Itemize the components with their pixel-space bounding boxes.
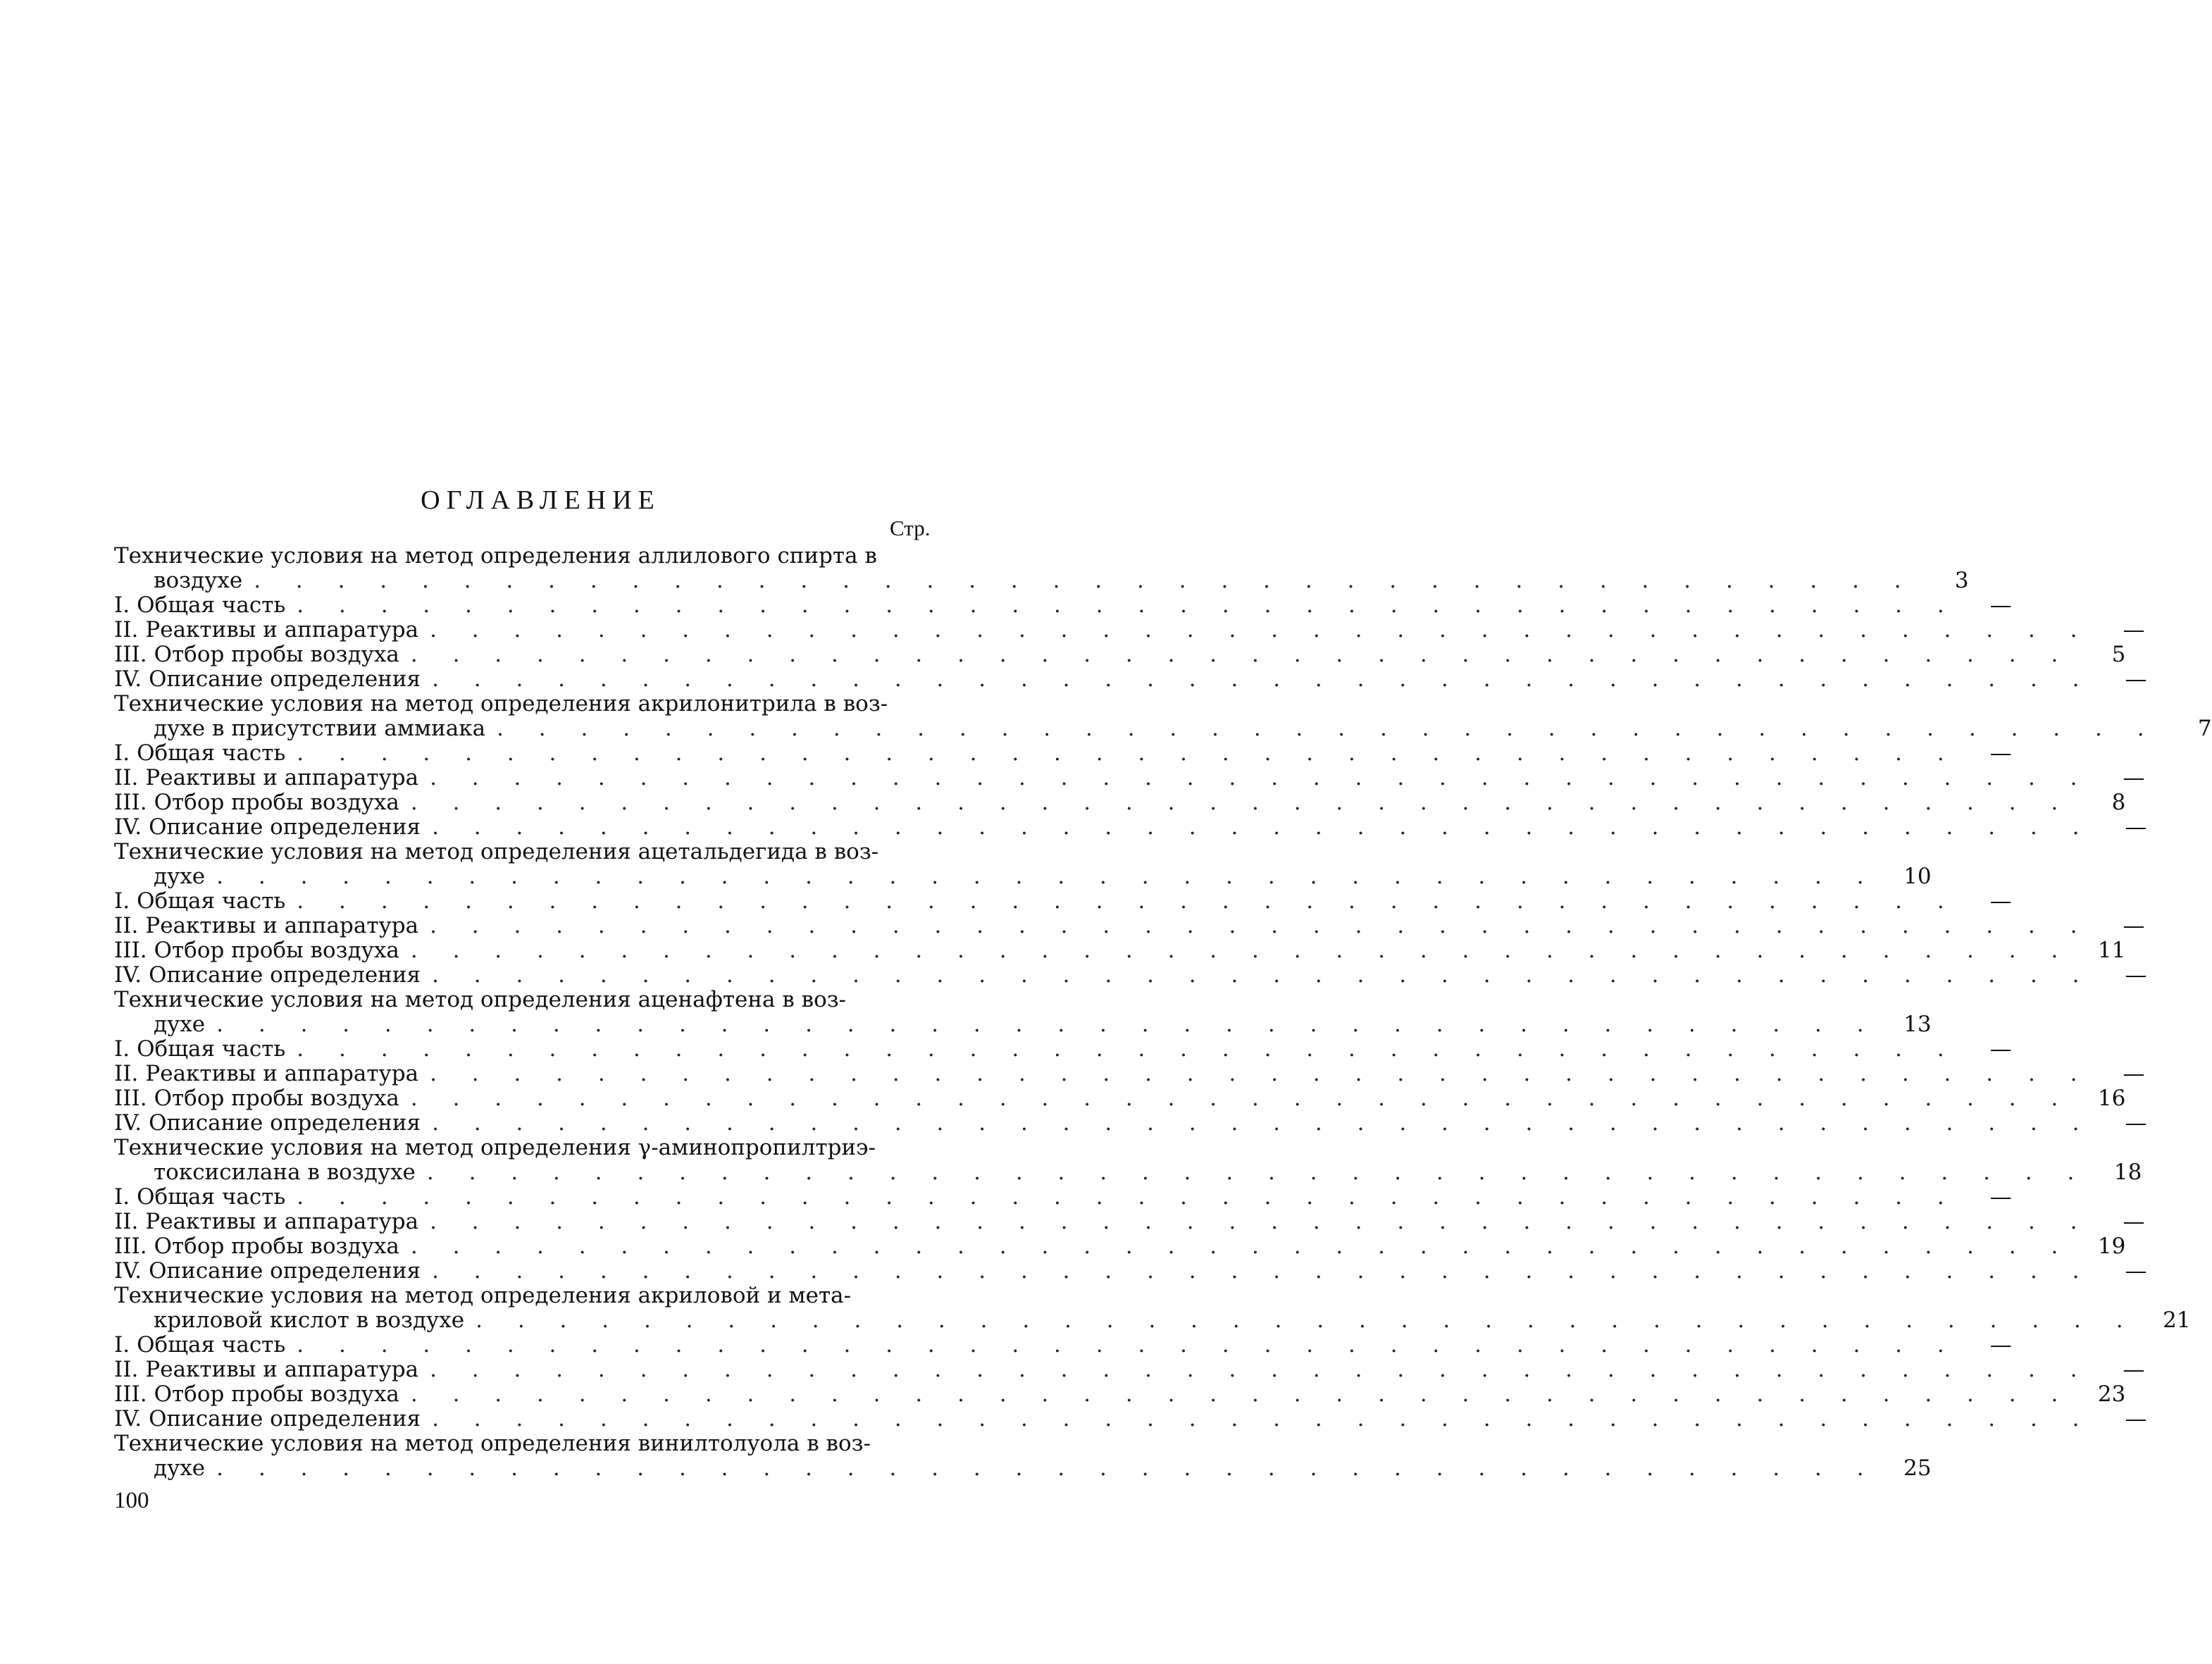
subsection-label: Общая часть [137,592,286,618]
toc-subsection [114,1184,2012,1210]
subsection-label: Описание определения [149,814,421,840]
leader-dots: . . . . . . . . . . . . . . . . . . . . . . . . . . . . . . . . . . . . . . . . [297,1184,1958,1210]
subsection-page: 19 [2097,1234,2126,1259]
leader-dots: . . . . . . . . . . . . . . . . . . . . . . . . . . . . . . . . . . . . . . . . [476,1308,2137,1333]
toc-entry-title-line1: Технические условия на метод определения ацетальдегида в воз- [114,839,879,864]
leader-dots: . . . . . . . . . . . . . . . . . . . . . . . . . . . . . . . . . . . . . . . . [497,716,2158,741]
leader-dots: . . . . . . . . . . . . . . . . . . . . . . . . . . . . . . . . . . . . . . . . [297,592,1958,618]
leader-dots: . . . . . . . . . . . . . . . . . . . . . . . . . . . . . . . . . . . . . . . . [297,1036,1958,1062]
toc-entry-page: 3 [1954,568,1969,593]
toc-entry-title-text: духе [154,1455,206,1481]
leader-dots: . . . . . . . . . . . . . . . . . . . . . . . . . . . . . . . . . . . . . . . . [410,642,2073,667]
toc-entry-title-line2 [154,716,2212,741]
toc-entry [114,987,2147,1136]
subsection-label: Описание определения [149,1406,421,1432]
leader-dots: . . . . . . . . . . . . . . . . . . . . . . . . . . . . . . . . . . . . . . . . [430,1061,2092,1086]
toc-subsection [114,1061,2145,1086]
toc-entry-title-line2 [154,568,1969,593]
subsection-page: — [1989,1332,2012,1358]
subsection-number: IV. [114,962,142,988]
subsection-label: Отбор пробы воздуха [154,790,399,815]
toc-entry-page: 25 [1903,1455,1932,1481]
subsection-label: Реактивы и аппаратура [145,1209,419,1234]
toc-subsection [114,1036,2012,1062]
subsection-page: — [1989,592,2012,618]
subsection-page: — [2125,1406,2147,1432]
leader-dots: . . . . . . . . . . . . . . . . . . . . . . . . . . . . . . . . . . . . . . . . [430,1209,2092,1234]
toc-subsection [114,617,2145,642]
toc-subsection [114,592,2012,618]
subsection-number: II. [114,1061,139,1086]
toc-subsection [114,814,2147,840]
leader-dots: . . . . . . . . . . . . . . . . . . . . . . . . . . . . . . . . . . . . . . . . [430,1357,2092,1382]
leader-dots: . . . . . . . . . . . . . . . . . . . . . . . . . . . . . . . . . . . . . . . . [410,1382,2073,1407]
subsection-number: I. [114,1036,130,1062]
toc-subsection [114,740,2012,766]
leader-dots: . . . . . . . . . . . . . . . . . . . . . . . . . . . . . . . . . . . . . . . . [432,1406,2094,1432]
toc-subsection [114,765,2145,790]
subsection-page: — [1989,740,2012,766]
toc-subsection [114,888,2012,914]
toc-entry-title-line1: Технические условия на метод определения винилтолуола в воз- [114,1431,871,1456]
subsection-page: — [2125,1110,2147,1136]
subsection-number: II. [114,1209,139,1234]
subsection-label: Реактивы и аппаратура [145,913,419,938]
subsection-label: Описание определения [149,1258,421,1284]
toc-entry [114,691,2212,840]
leader-dots: . . . . . . . . . . . . . . . . . . . . . . . . . . . . . . . . . . . . . . . . [426,1160,2089,1185]
toc-subsection [114,1086,2126,1111]
toc-entry [114,1135,2147,1284]
toc-subsection [114,938,2126,963]
toc-entry-title-text: токсисилана в воздухе [154,1160,416,1185]
subsection-label: Реактивы и аппаратура [145,1357,419,1382]
toc-entry-title-line2 [154,1308,2191,1333]
subsection-number: IV. [114,1406,142,1432]
leader-dots: . . . . . . . . . . . . . . . . . . . . . . . . . . . . . . . . . . . . . . . . [410,938,2073,963]
table-of-contents [114,543,2212,1481]
toc-entry-title-text: духе [154,1012,206,1037]
subsection-number: IV. [114,1258,142,1284]
subsection-label: Реактивы и аппаратура [145,765,419,790]
toc-entry-title-line2 [154,1012,1932,1037]
subsection-number: III. [114,642,147,667]
subsection-page: — [1989,1184,2012,1210]
subsection-page: 23 [2097,1382,2126,1407]
toc-entry-page: 21 [2163,1308,2191,1333]
toc-subsection [114,1258,2147,1284]
toc-entry [114,1431,1932,1481]
subsection-number: IV. [114,814,142,840]
toc-entry [114,1283,2191,1432]
leader-dots: . . . . . . . . . . . . . . . . . . . . . . . . . . . . . . . . . . . . . . . . [430,765,2092,790]
toc-subsection [114,1382,2126,1407]
subsection-number: III. [114,1086,147,1111]
subsection-label: Отбор пробы воздуха [154,938,399,963]
toc-subsection [114,1234,2126,1259]
subsection-page: 16 [2097,1086,2126,1111]
toc-subsection [114,1332,2012,1358]
subsection-page: — [2123,913,2145,938]
toc-entry-title-line1: Технические условия на метод определения γ-аминопропилтриэ- [114,1135,876,1160]
toc-entry-page: 10 [1903,864,1932,889]
subsection-number: III. [114,790,147,815]
leader-dots: . . . . . . . . . . . . . . . . . . . . . . . . . . . . . . . . . . . . . . . . [216,1455,1878,1481]
toc-subsection [114,1406,2147,1432]
subsection-page: 11 [2097,938,2126,963]
subsection-label: Отбор пробы воздуха [154,1234,399,1259]
subsection-number: II. [114,913,139,938]
page-column-label: Стр. [890,516,931,540]
subsection-number: III. [114,938,147,963]
subsection-page: 5 [2111,642,2126,667]
subsection-label: Реактивы и аппаратура [145,1061,419,1086]
leader-dots: . . . . . . . . . . . . . . . . . . . . . . . . . . . . . . . . . . . . . . . . [410,1234,2073,1259]
subsection-label: Общая часть [137,740,286,766]
subsection-number: I. [114,740,130,766]
subsection-page: — [1989,1036,2012,1062]
leader-dots: . . . . . . . . . . . . . . . . . . . . . . . . . . . . . . . . . . . . . . . . [432,962,2094,988]
subsection-number: I. [114,592,130,618]
toc-subsection [114,666,2147,692]
toc-subsection [114,1110,2147,1136]
subsection-page: — [2123,1357,2145,1382]
subsection-page: — [2125,962,2147,988]
subsection-number: IV. [114,666,142,692]
subsection-label: Общая часть [137,1332,286,1358]
leader-dots: . . . . . . . . . . . . . . . . . . . . . . . . . . . . . . . . . . . . . . . . [410,790,2073,815]
subsection-number: III. [114,1234,147,1259]
toc-subsection [114,913,2145,938]
toc-entry-page: 7 [2197,716,2212,741]
subsection-number: III. [114,1382,147,1407]
toc-entry-title-line1: Технические условия на метод определения акриловой и мета- [114,1283,852,1308]
subsection-label: Общая часть [137,1184,286,1210]
subsection-number: II. [114,1357,139,1382]
toc-entry-title-text: духе [154,864,206,889]
leader-dots: . . . . . . . . . . . . . . . . . . . . . . . . . . . . . . . . . . . . . . . . [216,1012,1878,1037]
toc-entry-title-line1: Технические условия на метод определения аллилового спирта в [114,543,877,569]
toc-entry-title-line2 [154,1455,1932,1481]
toc-subsection [114,962,2147,988]
subsection-label: Отбор пробы воздуха [154,642,399,667]
toc-entry [114,839,2147,988]
subsection-page: — [2125,666,2147,692]
subsection-page: — [2125,1258,2147,1284]
subsection-page: — [2125,814,2147,840]
leader-dots: . . . . . . . . . . . . . . . . . . . . . . . . . . . . . . . . . . . . . . . . [410,1086,2073,1111]
toc-entry-title-text: криловой кислот в воздухе [154,1308,465,1333]
toc-subsection [114,1357,2145,1382]
toc-subsection [114,642,2126,667]
leader-dots: . . . . . . . . . . . . . . . . . . . . . . . . . . . . . . . . . . . . . . . . [432,1258,2094,1284]
page-title: ОГЛАВЛЕНИЕ [421,485,661,515]
toc-entry-page: 13 [1903,1012,1932,1037]
subsection-number: IV. [114,1110,142,1136]
subsection-label: Отбор пробы воздуха [154,1086,399,1111]
page-number: 100 [114,1488,149,1513]
toc-entry-title-line1: Технические условия на метод определения аценафтена в воз- [114,987,847,1012]
subsection-page: — [2123,1061,2145,1086]
leader-dots: . . . . . . . . . . . . . . . . . . . . . . . . . . . . . . . . . . . . . . . . [432,1110,2094,1136]
toc-entry-title-line1: Технические условия на метод определения акрилонитрила в воз- [114,691,888,716]
leader-dots: . . . . . . . . . . . . . . . . . . . . . . . . . . . . . . . . . . . . . . . . [297,888,1958,914]
toc-entry [114,543,2147,692]
toc-entry-title-text: духе в присутствии аммиака [154,716,486,741]
leader-dots: . . . . . . . . . . . . . . . . . . . . . . . . . . . . . . . . . . . . . . . . [432,666,2094,692]
subsection-page: 8 [2111,790,2126,815]
toc-entry-title-line2 [154,1160,2142,1185]
subsection-number: I. [114,888,130,914]
subsection-page: — [2123,1209,2145,1234]
subsection-number: II. [114,617,139,642]
leader-dots: . . . . . . . . . . . . . . . . . . . . . . . . . . . . . . . . . . . . . . . . [297,1332,1958,1358]
toc-entry-title-text: воздухе [154,568,243,593]
toc-subsection [114,1209,2145,1234]
leader-dots: . . . . . . . . . . . . . . . . . . . . . . . . . . . . . . . . . . . . . . . . [432,814,2094,840]
subsection-label: Описание определения [149,666,421,692]
toc-entry-title-line2 [154,864,1932,889]
leader-dots: . . . . . . . . . . . . . . . . . . . . . . . . . . . . . . . . . . . . . . . . [430,617,2092,642]
subsection-label: Описание определения [149,962,421,988]
toc-subsection [114,790,2126,815]
subsection-page: — [2123,765,2145,790]
subsection-label: Описание определения [149,1110,421,1136]
toc-entry-page: 18 [2113,1160,2142,1185]
subsection-page: — [1989,888,2012,914]
leader-dots: . . . . . . . . . . . . . . . . . . . . . . . . . . . . . . . . . . . . . . . . [254,568,1915,593]
subsection-label: Реактивы и аппаратура [145,617,419,642]
leader-dots: . . . . . . . . . . . . . . . . . . . . . . . . . . . . . . . . . . . . . . . . [216,864,1878,889]
leader-dots: . . . . . . . . . . . . . . . . . . . . . . . . . . . . . . . . . . . . . . . . [430,913,2092,938]
subsection-label: Общая часть [137,1036,286,1062]
subsection-number: I. [114,1332,130,1358]
subsection-page: — [2123,617,2145,642]
subsection-number: I. [114,1184,130,1210]
subsection-label: Общая часть [137,888,286,914]
leader-dots: . . . . . . . . . . . . . . . . . . . . . . . . . . . . . . . . . . . . . . . . [297,740,1958,766]
subsection-label: Отбор пробы воздуха [154,1382,399,1407]
subsection-number: II. [114,765,139,790]
